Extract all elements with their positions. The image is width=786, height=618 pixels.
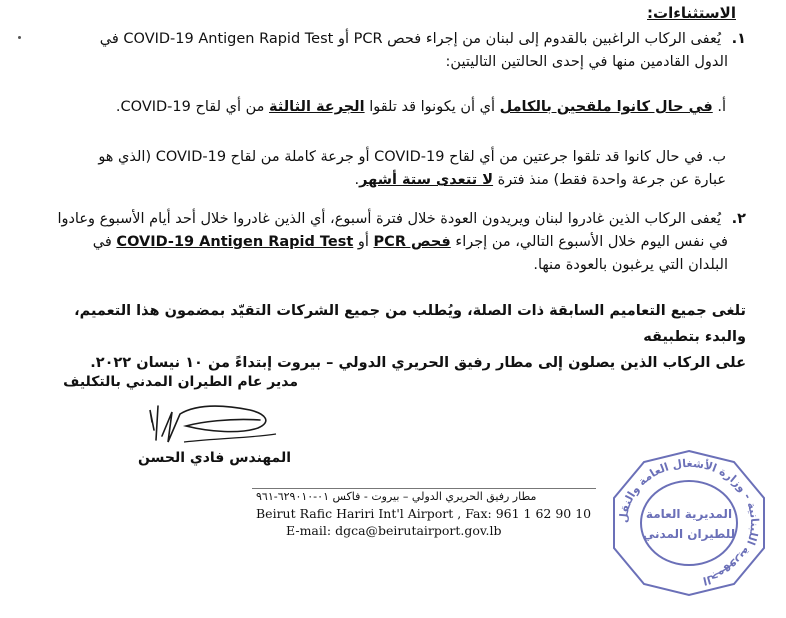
stamp-ring-text: الجمهورية اللبنانية - وزارة الأشغال العامة والنقل	[616, 456, 762, 588]
footer-address: Beirut Rafic Hariri Int'l Airport , Fax: 961 1 62 90 10	[256, 506, 592, 521]
handwritten-signature	[140, 392, 280, 454]
sub-item-a: أ. في حال كانوا ملقحين بالكامل أي أن يكونوا قد تلقوا الجرعة الثالثة من أي لقاح COVID-19.	[115, 99, 726, 115]
official-stamp	[606, 448, 772, 598]
exception-item-1	[56, 28, 746, 74]
footer-divider	[252, 488, 596, 489]
item-number: ١.	[731, 31, 746, 47]
footer-english	[256, 505, 591, 539]
stamp-center-line1: المديرية العامة	[645, 507, 733, 521]
sub-item-b: ب. في حال كانوا قد تلقوا جرعتين من أي لقاح COVID-19 أو جرعة كاملة من لقاح COVID-19 (الذي هو عبارة عن جرعة واحدة فقط) منذ فترة لا تتعدى ستة أشهر.	[98, 149, 726, 188]
stamp-center-line2: للطيران المدني	[642, 527, 736, 541]
signatory-title: مدير عام الطيران المدني بالتكليف	[63, 374, 298, 390]
margin-dot	[18, 36, 21, 39]
signatory-name: المهندس فادي الحسن	[138, 450, 291, 466]
item-number: ٢.	[731, 211, 746, 227]
footer-arabic-address: مطار رفيق الحريري الدولي – بيروت - فاكس ٠١-٦٢٩٠١٠-٩٦١	[256, 490, 537, 503]
exception-item-1-line1: ١. يُعفى الركاب الراغبين بالقدوم إلى لبنان من إجراء فحص PCR أو COVID-19 Antigen Rapid Test في	[99, 31, 746, 47]
footer-email: E-mail: dgca@beirutairport.gov.lb	[286, 523, 502, 538]
exception-item-1-line2: الدول القادمين منها في إحدى الحالتين التاليتين:	[445, 54, 728, 70]
sub-item-label: أ.	[717, 99, 726, 115]
sub-item-label: ب.	[707, 149, 726, 165]
closing-paragraph: تلغى جميع التعاميم السابقة ذات الصلة، ويُطلب من جميع الشركات التقيّد بمضمون هذا التعميم، والبدء بتطبيقه على الركاب الذين يصلون إلى مطار رفيق الحريري الدولي – بيروت إبتداءً من ١٠ نيسان ٢٠٢٢.	[74, 303, 746, 371]
exception-item-2: ٢. يُعفى الركاب الذين غادروا لبنان ويريدون العودة خلال فترة أسبوع، أي الذين غادروا خلال أحد أيام الأسبوع وعادوا في نفس اليوم خلال الأسبوع التالي، من إجراء فحص PCR أو COVID-19 Antigen Rapid Test في البلدان التي يرغبون بالعودة منها.	[57, 211, 746, 273]
exceptions-heading: الاستثناءات:	[647, 4, 736, 22]
